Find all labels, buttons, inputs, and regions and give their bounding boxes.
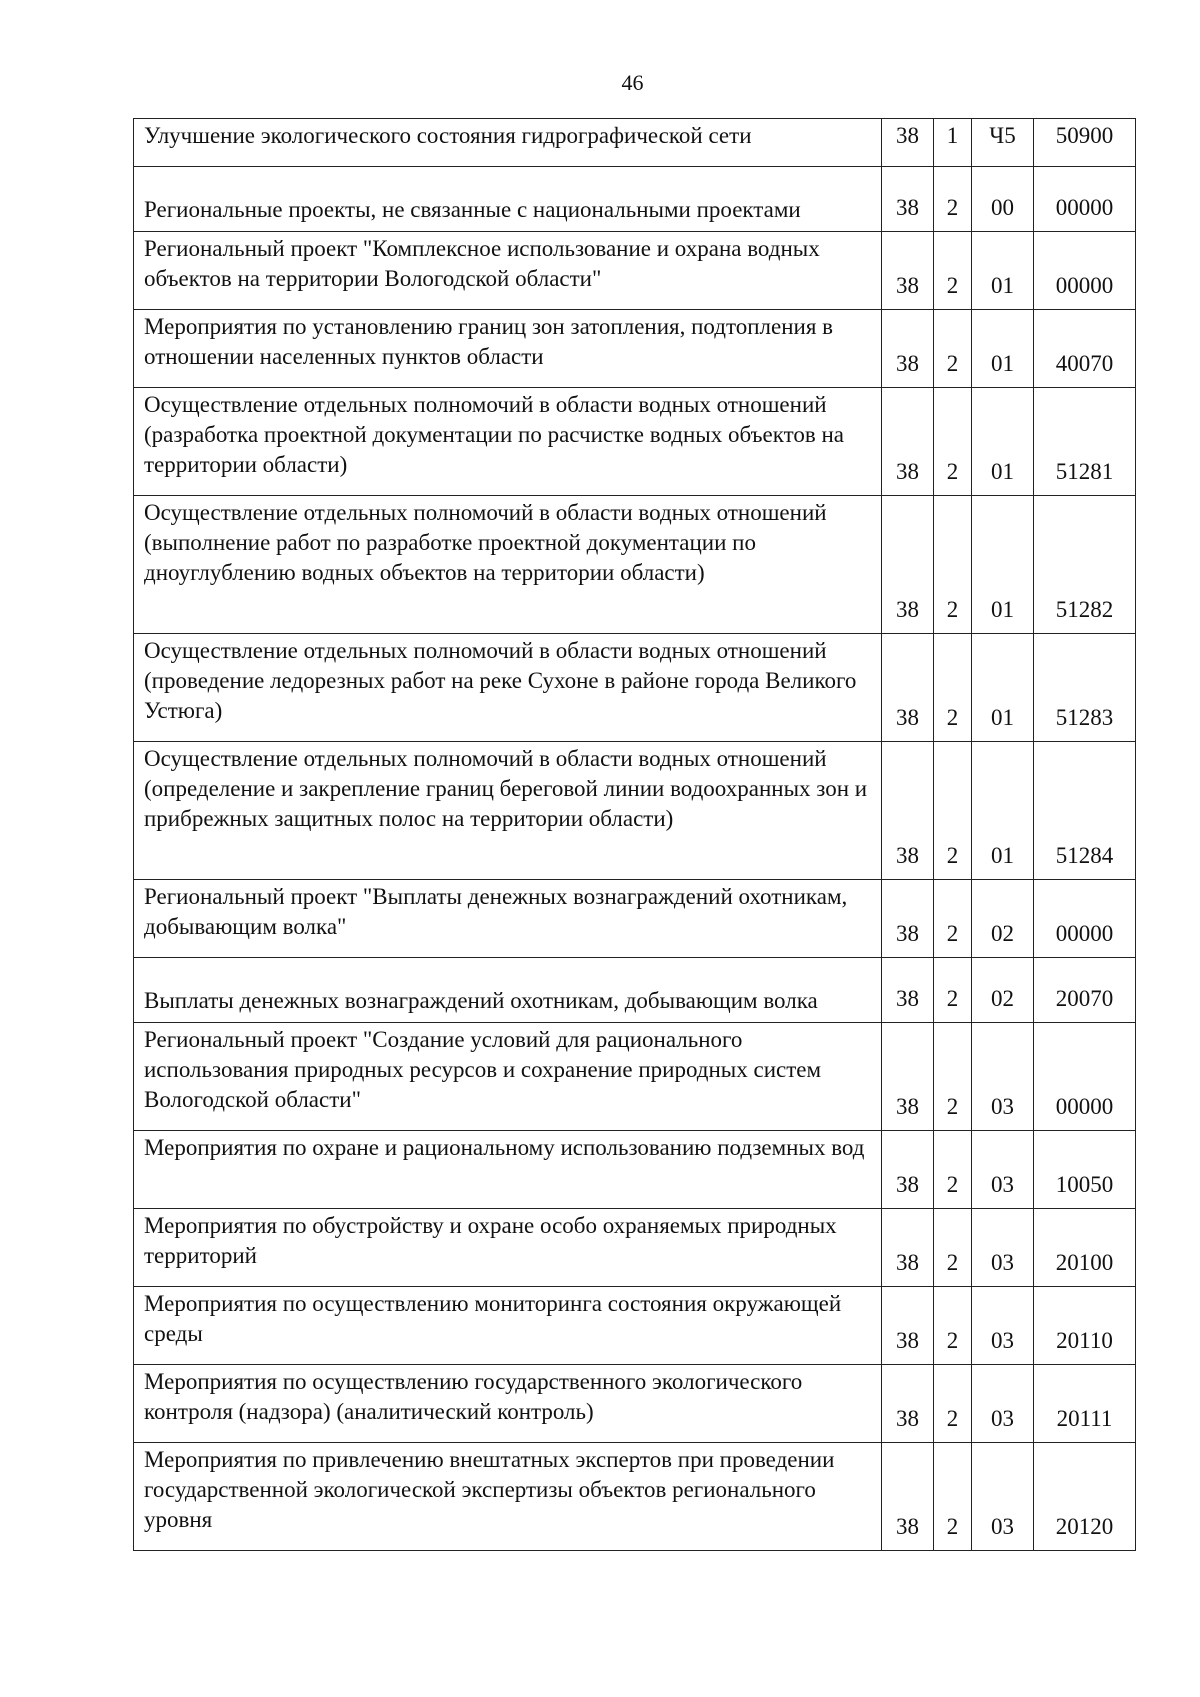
program-code-cell: 03 bbox=[972, 1023, 1034, 1131]
row-name-cell: Региональный проект "Комплексное использование и охрана водных объектов на территории Вологодской области" bbox=[134, 232, 882, 310]
expense-code-cell: 50900 bbox=[1034, 119, 1136, 167]
row-name-cell: Выплаты денежных вознаграждений охотникам, добывающим волка bbox=[134, 958, 882, 1023]
section-code-cell: 38 bbox=[882, 1287, 934, 1365]
section-code-cell: 38 bbox=[882, 742, 934, 880]
program-code-cell: 00 bbox=[972, 167, 1034, 232]
table-row bbox=[134, 167, 1136, 232]
subsection-code-cell: 2 bbox=[934, 742, 972, 880]
program-code-cell: 01 bbox=[972, 496, 1034, 634]
subsection-code-cell: 2 bbox=[934, 1131, 972, 1209]
row-name-cell: Улучшение экологического состояния гидрографической сети bbox=[134, 119, 882, 167]
row-name-cell: Мероприятия по обустройству и охране особо охраняемых природных территорий bbox=[134, 1209, 882, 1287]
row-name-cell: Мероприятия по осуществлению мониторинга состояния окружающей среды bbox=[134, 1287, 882, 1365]
section-code-cell: 38 bbox=[882, 232, 934, 310]
row-name-cell: Региональные проекты, не связанные с национальными проектами bbox=[134, 167, 882, 232]
page-number: 46 bbox=[621, 70, 644, 95]
program-code-cell: 03 bbox=[972, 1287, 1034, 1365]
section-code-cell: 38 bbox=[882, 167, 934, 232]
subsection-code-cell: 2 bbox=[934, 1023, 972, 1131]
section-code-cell: 38 bbox=[882, 1023, 934, 1131]
table-row bbox=[134, 1209, 1136, 1287]
row-name-cell: Мероприятия по привлечению внештатных экспертов при проведении государственной экологической экспертизы объектов регионального уровня bbox=[134, 1443, 882, 1551]
subsection-code-cell: 2 bbox=[934, 167, 972, 232]
row-name-cell: Осуществление отдельных полномочий в области водных отношений (разработка проектной документации по расчистке водных объектов на территории области) bbox=[134, 388, 882, 496]
subsection-code-cell: 2 bbox=[934, 634, 972, 742]
section-code-cell: 38 bbox=[882, 1209, 934, 1287]
section-code-cell: 38 bbox=[882, 634, 934, 742]
section-code-cell: 38 bbox=[882, 1131, 934, 1209]
program-code-cell: 03 bbox=[972, 1209, 1034, 1287]
expense-code-cell: 51284 bbox=[1034, 742, 1136, 880]
section-code-cell: 38 bbox=[882, 958, 934, 1023]
row-name-cell: Региональный проект "Выплаты денежных вознаграждений охотникам, добывающим волка" bbox=[134, 880, 882, 958]
expense-code-cell: 00000 bbox=[1034, 880, 1136, 958]
table-row bbox=[134, 1023, 1136, 1131]
table-row bbox=[134, 742, 1136, 880]
expense-code-cell: 20070 bbox=[1034, 958, 1136, 1023]
row-name-cell: Мероприятия по установлению границ зон затопления, подтопления в отношении населенных пунктов области bbox=[134, 310, 882, 388]
row-name-cell: Мероприятия по охране и рациональному использованию подземных вод bbox=[134, 1131, 882, 1209]
table-row bbox=[134, 310, 1136, 388]
table-row bbox=[134, 958, 1136, 1023]
table-row bbox=[134, 496, 1136, 634]
subsection-code-cell: 2 bbox=[934, 1287, 972, 1365]
row-name-cell: Осуществление отдельных полномочий в области водных отношений (определение и закрепление границ береговой линии водоохранных зон и прибрежных защитных полос на территории области) bbox=[134, 742, 882, 880]
table-row bbox=[134, 1131, 1136, 1209]
program-code-cell: 02 bbox=[972, 880, 1034, 958]
row-name-cell: Осуществление отдельных полномочий в области водных отношений (проведение ледорезных работ на реке Сухоне в районе города Великого Устюга) bbox=[134, 634, 882, 742]
program-code-cell: 03 bbox=[972, 1365, 1034, 1443]
section-code-cell: 38 bbox=[882, 388, 934, 496]
section-code-cell: 38 bbox=[882, 496, 934, 634]
expense-code-cell: 51283 bbox=[1034, 634, 1136, 742]
program-code-cell: 01 bbox=[972, 742, 1034, 880]
expense-code-cell: 10050 bbox=[1034, 1131, 1136, 1209]
program-code-cell: 03 bbox=[972, 1131, 1034, 1209]
expense-code-cell: 00000 bbox=[1034, 167, 1136, 232]
program-code-cell: 01 bbox=[972, 310, 1034, 388]
subsection-code-cell: 2 bbox=[934, 958, 972, 1023]
expense-code-cell: 40070 bbox=[1034, 310, 1136, 388]
section-code-cell: 38 bbox=[882, 119, 934, 167]
subsection-code-cell: 2 bbox=[934, 1209, 972, 1287]
subsection-code-cell: 2 bbox=[934, 1443, 972, 1551]
expense-code-cell: 51282 bbox=[1034, 496, 1136, 634]
subsection-code-cell: 2 bbox=[934, 880, 972, 958]
table-row bbox=[134, 1287, 1136, 1365]
expense-code-cell: 00000 bbox=[1034, 232, 1136, 310]
budget-classification-table bbox=[133, 118, 1136, 1551]
section-code-cell: 38 bbox=[882, 1443, 934, 1551]
program-code-cell: 01 bbox=[972, 388, 1034, 496]
expense-code-cell: 20111 bbox=[1034, 1365, 1136, 1443]
table-row bbox=[134, 119, 1136, 167]
row-name-cell: Региональный проект "Создание условий для рационального использования природных ресурсов и сохранение природных систем Вологодской области" bbox=[134, 1023, 882, 1131]
row-name-cell: Мероприятия по осуществлению государственного экологического контроля (надзора) (аналитический контроль) bbox=[134, 1365, 882, 1443]
program-code-cell: Ч5 bbox=[972, 119, 1034, 167]
subsection-code-cell: 2 bbox=[934, 496, 972, 634]
section-code-cell: 38 bbox=[882, 310, 934, 388]
subsection-code-cell: 1 bbox=[934, 119, 972, 167]
table-row bbox=[134, 1443, 1136, 1551]
subsection-code-cell: 2 bbox=[934, 232, 972, 310]
section-code-cell: 38 bbox=[882, 880, 934, 958]
section-code-cell: 38 bbox=[882, 1365, 934, 1443]
table-row bbox=[134, 880, 1136, 958]
subsection-code-cell: 2 bbox=[934, 1365, 972, 1443]
expense-code-cell: 00000 bbox=[1034, 1023, 1136, 1131]
expense-code-cell: 20120 bbox=[1034, 1443, 1136, 1551]
program-code-cell: 03 bbox=[972, 1443, 1034, 1551]
table-row bbox=[134, 232, 1136, 310]
subsection-code-cell: 2 bbox=[934, 310, 972, 388]
expense-code-cell: 20100 bbox=[1034, 1209, 1136, 1287]
table-row bbox=[134, 388, 1136, 496]
row-name-cell: Осуществление отдельных полномочий в области водных отношений (выполнение работ по разработке проектной документации по дноуглублению водных объектов на территории области) bbox=[134, 496, 882, 634]
expense-code-cell: 51281 bbox=[1034, 388, 1136, 496]
subsection-code-cell: 2 bbox=[934, 388, 972, 496]
table-row bbox=[134, 634, 1136, 742]
program-code-cell: 01 bbox=[972, 232, 1034, 310]
table-row bbox=[134, 1365, 1136, 1443]
table-body bbox=[134, 119, 1136, 1551]
program-code-cell: 02 bbox=[972, 958, 1034, 1023]
program-code-cell: 01 bbox=[972, 634, 1034, 742]
expense-code-cell: 20110 bbox=[1034, 1287, 1136, 1365]
